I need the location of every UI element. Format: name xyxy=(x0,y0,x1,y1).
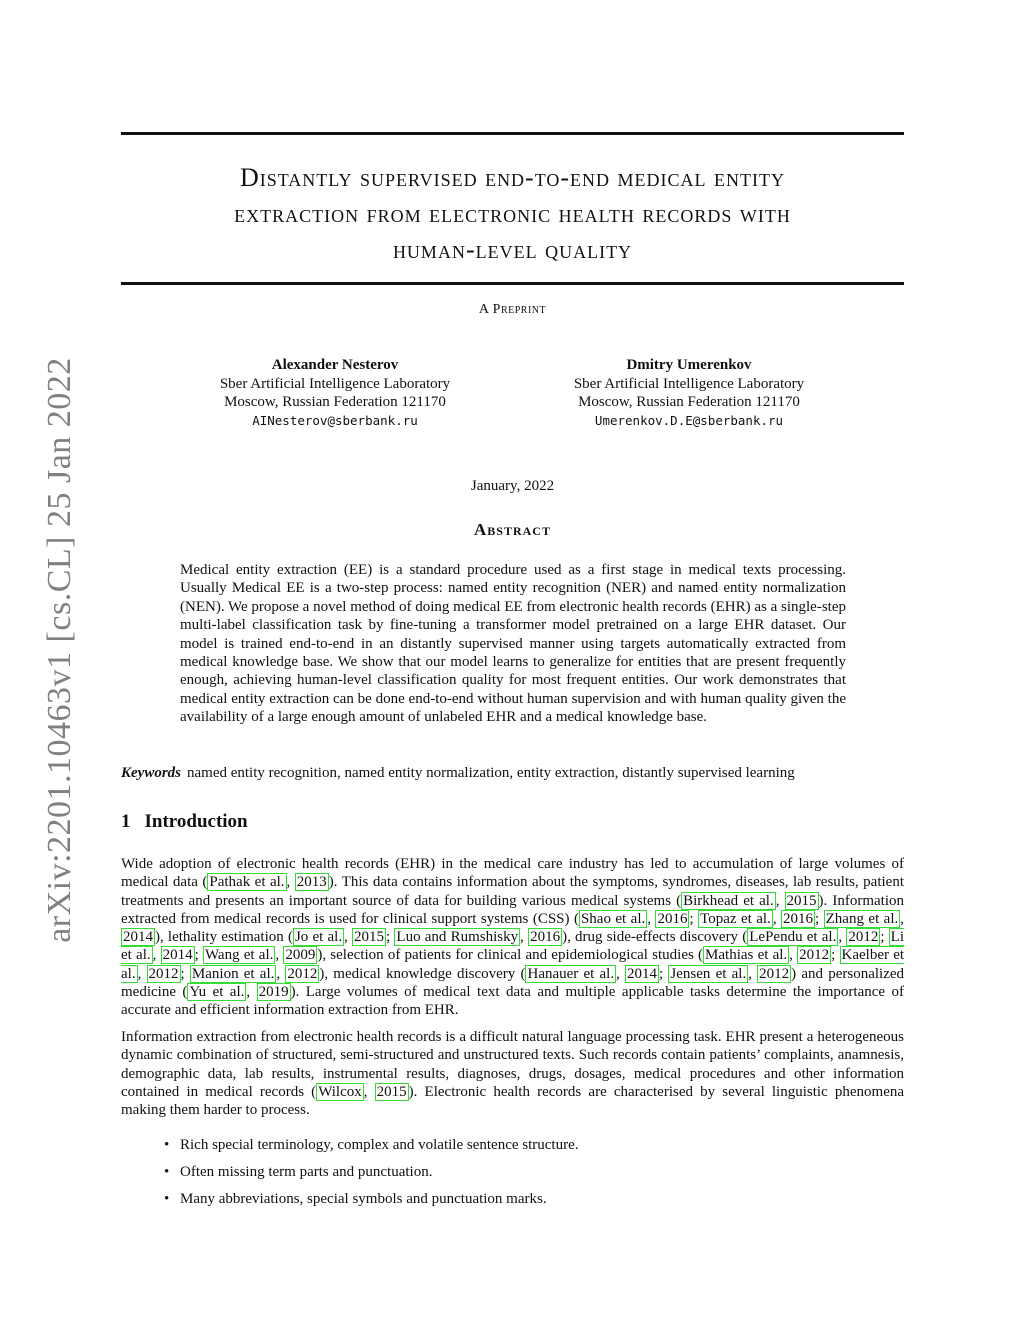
citation-link[interactable]: 2012 xyxy=(759,965,790,982)
citation-link[interactable]: 2009 xyxy=(285,947,316,964)
citation-link[interactable]: Shao et al. xyxy=(580,910,646,927)
citation-link[interactable]: 2014 xyxy=(162,947,193,964)
paragraph-text: , xyxy=(344,929,353,946)
paragraph-text: ; xyxy=(180,965,190,982)
title-line: extraction from electronic health records with xyxy=(234,199,791,228)
introduction-paragraph-2 xyxy=(121,1028,904,1119)
author-block-2 xyxy=(539,356,839,430)
author-address: Moscow, Russian Federation 121170 xyxy=(224,394,446,410)
citation-link[interactable]: Luo and Rumshisky xyxy=(396,929,519,946)
citation-link[interactable]: LePendu et al. xyxy=(749,929,837,946)
linguistic-phenomena-list xyxy=(160,1136,904,1217)
list-item-text: Often missing term parts and punctuation. xyxy=(180,1164,433,1180)
paragraph-text: , xyxy=(137,965,147,982)
citation-link[interactable]: 2019 xyxy=(258,984,289,1001)
citation-link[interactable]: 2015 xyxy=(354,929,385,946)
paper-title xyxy=(121,160,904,268)
paragraph-text: ), medical knowledge discovery ( xyxy=(319,965,526,982)
abstract-heading: Abstract xyxy=(474,520,551,539)
section-number: 1 xyxy=(121,811,131,832)
citation-link[interactable]: Manion et al. xyxy=(191,965,275,982)
keywords-text: named entity recognition, named entity normalization, entity extraction, distantly supervised learning xyxy=(187,765,795,781)
title-line: human-level quality xyxy=(392,235,633,264)
author-affiliation: Sber Artificial Intelligence Laboratory xyxy=(219,375,451,392)
citation-link[interactable]: 2014 xyxy=(123,929,153,946)
paragraph-text: , xyxy=(748,965,758,982)
author-name: Dmitry Umerenkov xyxy=(626,357,752,373)
paragraph-text: ; xyxy=(386,929,395,946)
paragraph-text: ), drug side-effects discovery ( xyxy=(562,929,748,946)
citation-link[interactable]: 2015 xyxy=(376,1083,407,1100)
paragraph-text: , xyxy=(152,947,161,964)
citation-link[interactable]: Li et al. xyxy=(121,929,905,964)
paragraph-text: , xyxy=(616,965,626,982)
citation-link[interactable]: 2012 xyxy=(848,929,879,946)
title-bottom-rule xyxy=(121,282,904,285)
title-line: Distantly supervised end-to-end medical entity xyxy=(239,163,786,192)
paragraph-text: , xyxy=(275,947,284,964)
bullet-icon: • xyxy=(164,1164,170,1180)
preprint-label: A Preprint xyxy=(478,302,547,317)
paragraph-text: ), lethality estimation ( xyxy=(155,929,293,946)
citation-link[interactable]: 2012 xyxy=(799,947,830,964)
section-title: Introduction xyxy=(144,811,248,832)
bullet-icon: • xyxy=(164,1137,170,1153)
keywords-label: Keywords xyxy=(121,765,181,781)
paragraph-text: ). Electronic health records are characterised by several linguistic phenomena making them harder to process. xyxy=(121,1083,905,1119)
list-item xyxy=(160,1190,904,1208)
citation-link[interactable]: Kaelber et al. xyxy=(121,947,905,982)
citation-link[interactable]: Birkhead et al. xyxy=(683,892,774,909)
list-item xyxy=(160,1136,904,1154)
author-affiliation: Sber Artificial Intelligence Laboratory xyxy=(573,375,805,392)
citation-link[interactable]: 2012 xyxy=(287,965,318,982)
paragraph-text: Information extraction from electronic health records is a difficult natural language processing task. EHR present a heterogeneous dynamic combination of structured, semi-structured and unstructured texts. Such records contain patients’ complaints, anamnesis, demographic data, lab results, instrumental results, diagnoses, drugs, dosages, medical procedures and other information contained in medical records ( xyxy=(121,1029,904,1100)
publication-date: January, 2022 xyxy=(470,478,555,494)
citation-link[interactable]: 2014 xyxy=(627,965,658,982)
citation-link[interactable]: Jensen et al. xyxy=(670,965,747,982)
paragraph-text: ), selection of patients for clinical and epidemiological studies ( xyxy=(317,947,704,964)
author-email[interactable]: AINesterov@sberbank.ru xyxy=(252,412,418,428)
paragraph-text: ; xyxy=(831,947,840,964)
citation-link[interactable]: 2016 xyxy=(530,929,561,946)
author-address: Moscow, Russian Federation 121170 xyxy=(578,394,800,410)
author-name: Alexander Nesterov xyxy=(271,357,399,373)
paragraph-text: , xyxy=(838,929,847,946)
paragraph-text: ). Information extracted from medical records is used for clinical support systems (CSS) ( xyxy=(121,892,905,927)
introduction-paragraph-1 xyxy=(121,855,904,1020)
citation-link[interactable]: Hanauer et al. xyxy=(527,965,615,982)
citation-link[interactable]: Yu et al. xyxy=(189,984,245,1001)
citation-link[interactable]: Wilcox xyxy=(318,1083,362,1100)
paragraph-text: ; xyxy=(689,910,699,927)
citation-link[interactable]: Pathak et al. xyxy=(209,874,285,891)
paragraph-text: ) and personalized medicine ( xyxy=(121,965,905,1001)
section-heading-introduction xyxy=(121,811,248,833)
citation-link[interactable]: Topaz et al. xyxy=(700,910,771,927)
author-email[interactable]: Umerenkov.D.E@sberbank.ru xyxy=(594,412,784,428)
citation-link[interactable]: 2013 xyxy=(296,874,327,891)
citation-link[interactable]: Wang et al. xyxy=(204,947,274,964)
paragraph-text: ; xyxy=(659,965,669,982)
bullet-icon: • xyxy=(164,1191,170,1207)
paragraph-text: , xyxy=(363,1083,375,1100)
citation-link[interactable]: Mathias et al. xyxy=(705,947,788,964)
paragraph-text: ; xyxy=(880,929,889,946)
citation-link[interactable]: 2012 xyxy=(148,965,179,982)
paragraph-text: ). Large volumes of medical text data and multiple applicable tasks determine the importance of accurate and efficient information extraction from EHR. xyxy=(121,984,904,1019)
citation-link[interactable]: 2016 xyxy=(657,910,688,927)
abstract-text: Medical entity extraction (EE) is a standard procedure used as a first stage in medical texts processing. Usually Medical EE is a two-step process: named entity recognition (NER) and named entity normalization (NEN). We propose a novel method of doing medical EE from electronic health records (EHR) as a single-step multi-label classification task by fine-tuning a transformer model pretrained on a large EHR dataset. Our model is trained end-to-end in an distantly supervised manner using targets automatically extracted from medical knowledge base. We show that our model learns to generalize for entities that are present frequently enough, achieving human-level classification quality for most frequent entities. Our work demonstrates that medical entity extraction can be done end-to-end without human supervision and with human quality given the availability of a large enough amount of unlabeled EHR and a medical knowledge base. xyxy=(180,562,846,726)
paragraph-text: , xyxy=(789,947,798,964)
paragraph-text: ). This data contains information about the symptoms, syndromes, diseases, lab results, patient treatments and presents an important source of data for building various medical systems ( xyxy=(121,874,904,909)
keywords-line xyxy=(121,764,904,782)
list-item-text: Rich special terminology, complex and volatile sentence structure. xyxy=(180,1137,579,1153)
paragraph-text: , xyxy=(900,910,905,927)
citation-link[interactable]: 2016 xyxy=(783,910,814,927)
paragraph-text: , xyxy=(520,929,529,946)
paragraph-text: , xyxy=(775,892,785,909)
paragraph-text: , xyxy=(647,910,656,927)
paragraph-text: Wide adoption of electronic health records (EHR) in the medical care industry has led to accumulation of large volumes of medical data ( xyxy=(121,856,904,891)
citation-link[interactable]: Jo et al. xyxy=(294,929,343,946)
paragraph-text: ; xyxy=(815,910,824,927)
paragraph-text: ; xyxy=(194,947,203,964)
list-item xyxy=(160,1163,904,1181)
citation-link[interactable]: Zhang et al. xyxy=(825,910,899,927)
title-top-rule xyxy=(121,132,904,135)
paragraph-text: , xyxy=(276,965,286,982)
author-block-1 xyxy=(185,356,485,430)
paragraph-text: , xyxy=(286,874,295,891)
paragraph-text: , xyxy=(246,984,257,1001)
citation-link[interactable]: 2015 xyxy=(786,892,817,909)
arxiv-identifier-stamp[interactable]: arXiv:2201.10463v1 [cs.CL] 25 Jan 2022 xyxy=(41,357,78,943)
paragraph-text: , xyxy=(772,910,782,927)
list-item-text: Many abbreviations, special symbols and punctuation marks. xyxy=(180,1191,547,1207)
